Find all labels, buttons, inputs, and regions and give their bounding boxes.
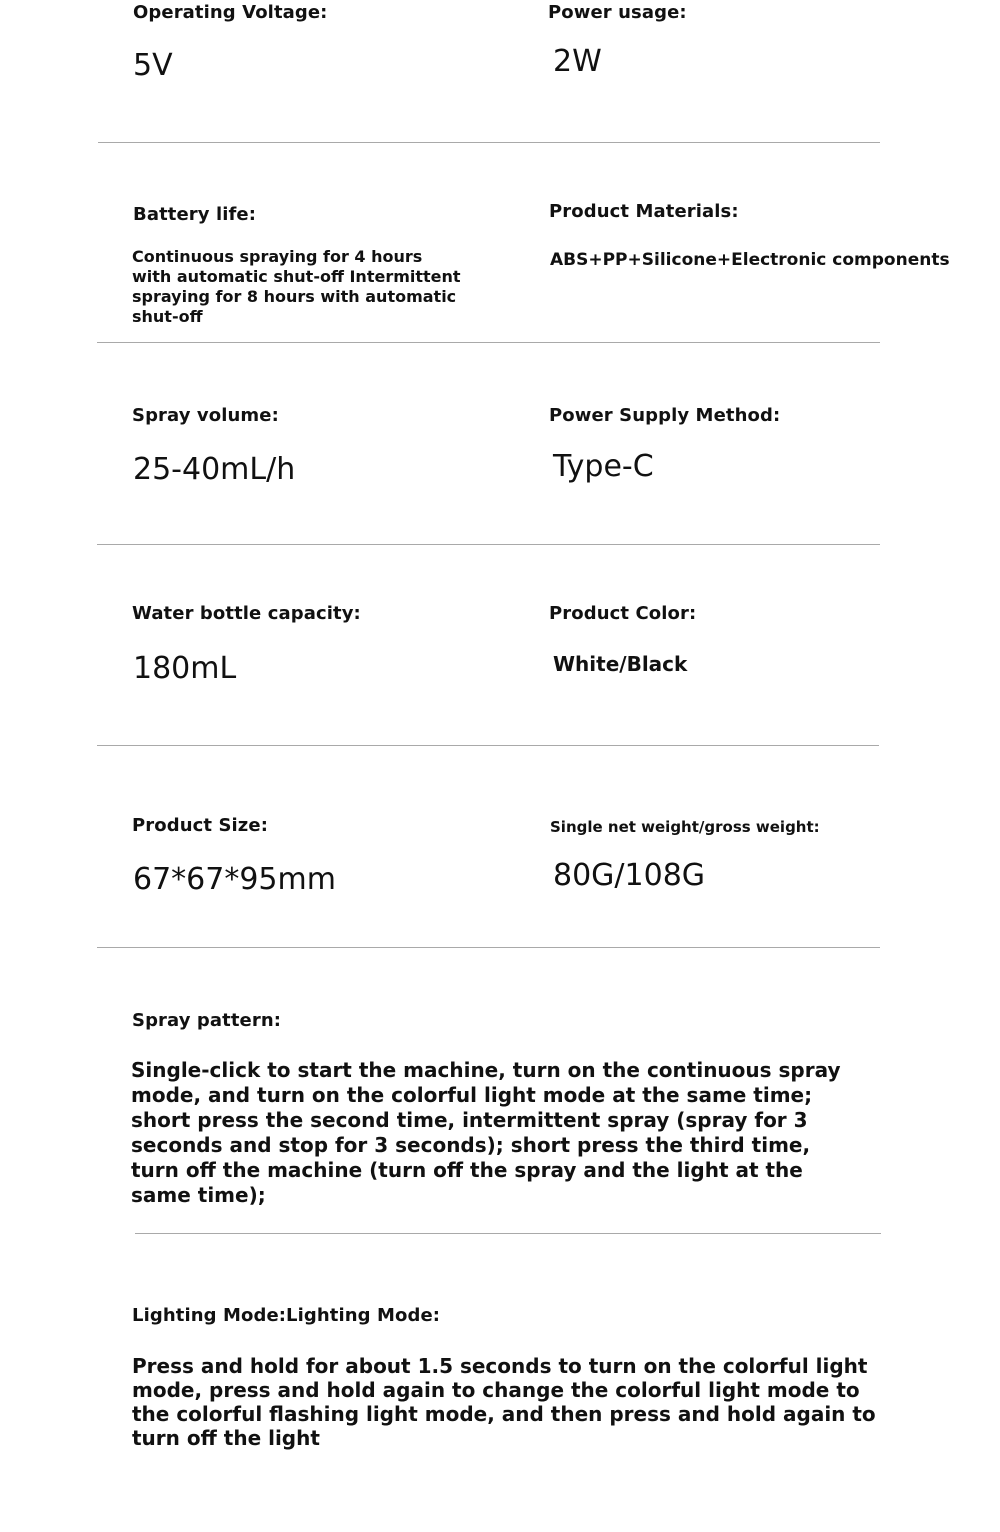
divider [135,1233,881,1234]
product-materials-label: Product Materials: [549,201,739,222]
operating-voltage-label: Operating Voltage: [133,2,328,23]
product-size-label: Product Size: [132,815,268,836]
water-bottle-capacity-value: 180mL [133,651,237,686]
power-supply-method-value: Type-C [553,449,654,484]
product-size-value: 67*67*95mm [133,862,336,897]
spray-volume-label: Spray volume: [132,405,279,426]
power-usage-label: Power usage: [548,2,687,23]
lighting-mode-label: Lighting Mode:Lighting Mode: [132,1305,441,1326]
spray-volume-value: 25-40mL/h [133,452,296,487]
product-color-label: Product Color: [549,603,697,624]
operating-voltage-value: 5V [133,48,173,83]
weight-value: 80G/108G [553,858,706,893]
power-supply-method-label: Power Supply Method: [549,405,781,426]
product-color-value: White/Black [553,652,688,676]
divider [98,142,880,143]
spray-pattern-value: Single-click to start the machine, turn on the continuous spray mode, and turn on the colorful light mode at the same time; short press the second time, intermittent spray (spray for 3 seconds and stop for 3 seconds); short press the third time, turn off the machine (turn off the spray and the light at the same time); [131,1058,841,1207]
battery-life-label: Battery life: [133,204,257,225]
divider [97,745,879,746]
water-bottle-capacity-label: Water bottle capacity: [132,603,361,624]
spray-pattern-label: Spray pattern: [132,1010,282,1031]
weight-label: Single net weight/gross weight: [550,818,820,836]
product-materials-value: ABS+PP+Silicone+Electronic components [550,250,950,270]
lighting-mode-value: Press and hold for about 1.5 seconds to turn on the colorful light mode, press and hold again to change the colorful light mode to the colorful flashing light mode, and then press and hold again to turn off the light [132,1354,876,1450]
divider [97,544,880,545]
battery-life-value: Continuous spraying for 4 hours with automatic shut-off Intermittent spraying for 8 hours with automatic shut-off [132,247,461,326]
divider [97,342,880,343]
divider [97,947,880,948]
power-usage-value: 2W [553,44,602,79]
